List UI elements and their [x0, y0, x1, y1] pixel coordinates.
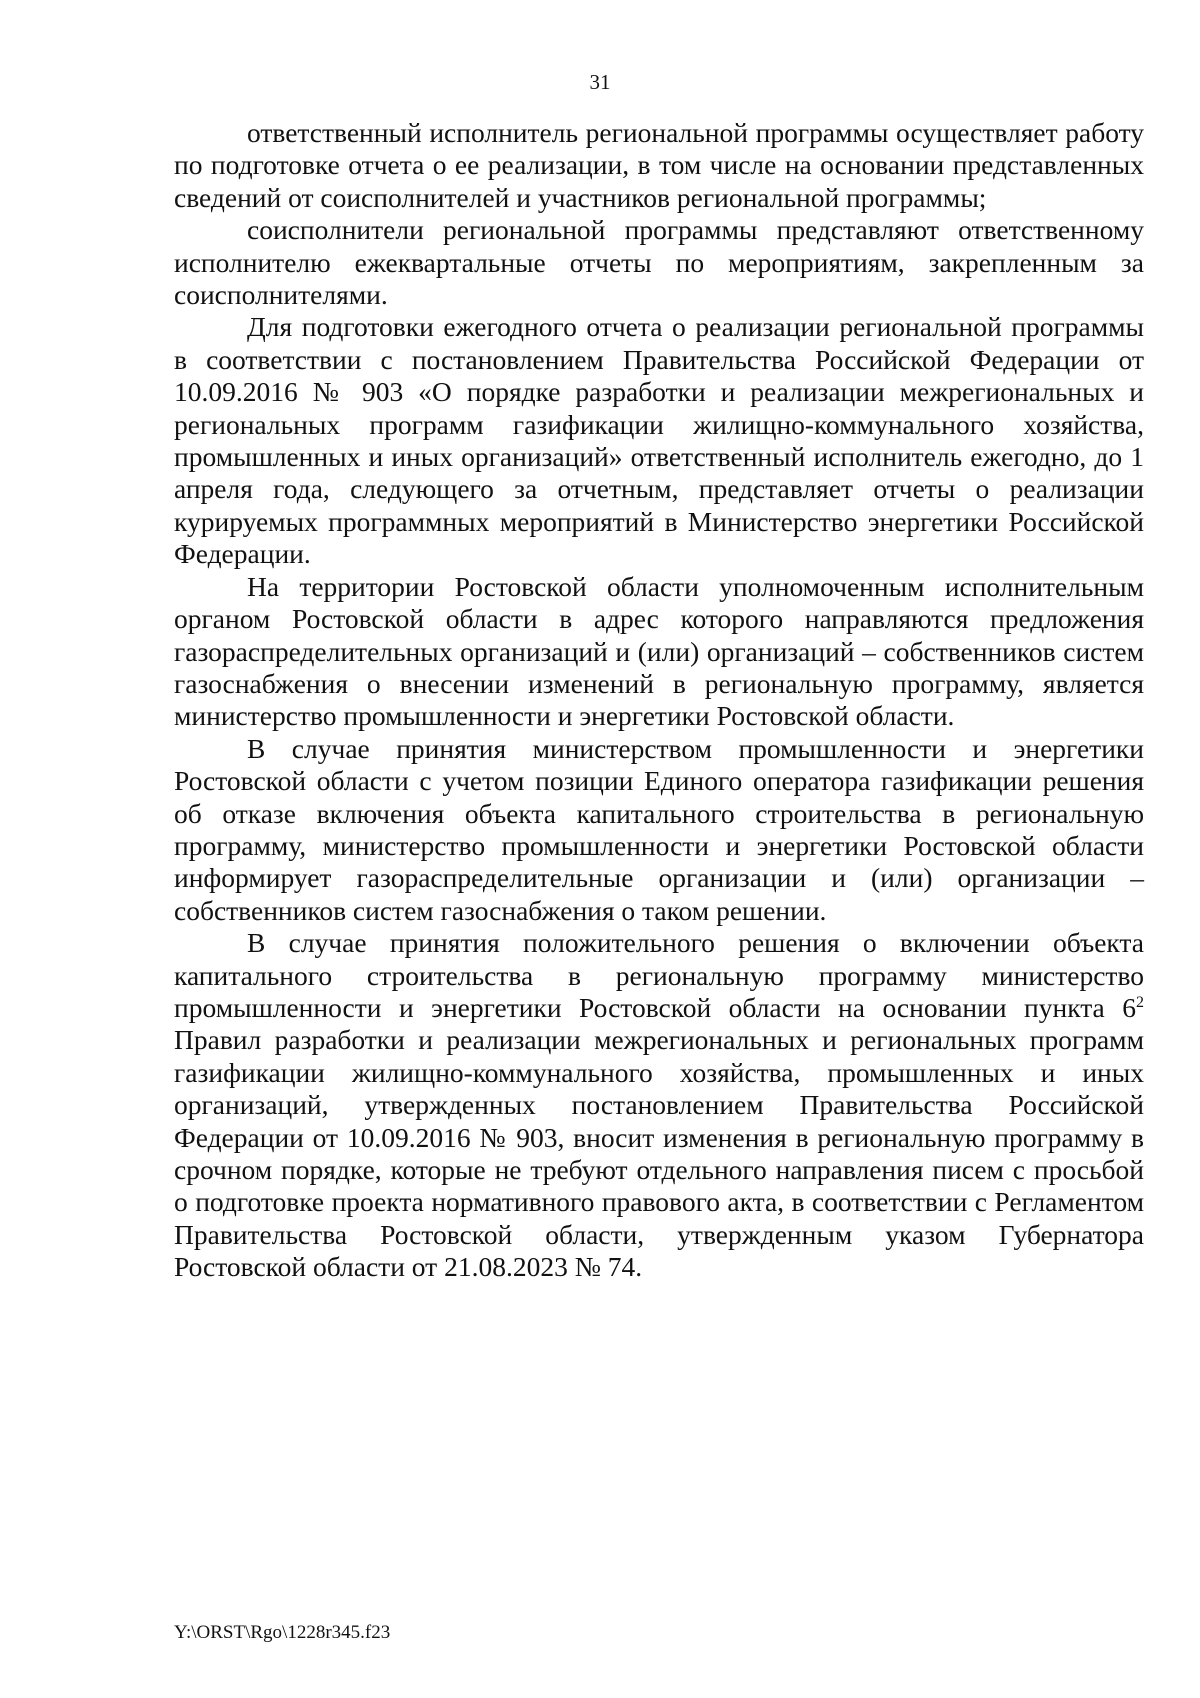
paragraph-annual-report: Для подготовки ежегодного отчета о реализации региональной программы в соответствии с постановлением Правительства Российской Федерации от 10.09.2016 № 903 «О порядке разработки и реализации межрегиональных и региональных программ газификации жилищно-коммунального хозяйства, промышленных и иных организаций» ответственный исполнитель ежегодно, до 1 апреля года, следующего за отчетным, представляет отчеты о реализации курируемых программных мероприятий в Министерство энергетики Российской Федерации. — [174, 311, 1144, 570]
paragraph-positive-decision-text-start: В случае принятия положительного решения о включении объекта капитального строительства в региональную программу министерство промышленности и энергетики Ростовской области на основании пункта 6 — [174, 927, 1144, 1023]
superscript-mark: 2 — [1136, 993, 1144, 1011]
page-number: 31 — [589, 70, 611, 94]
paragraph-responsible-executor: ответственный исполнитель региональной программы осуществляет работу по подготовке отчета о ее реализации, в том числе на основании представленных сведений от соисполнителей и участников региональной программы; — [174, 117, 1144, 213]
paragraph-co-executors: соисполнители региональной программы представляют ответственному исполнителю ежеквартальные отчеты по мероприятиям, закрепленным за соисполнителями. — [174, 214, 1144, 311]
paragraph-positive-decision — [174, 927, 1144, 1283]
paragraph-refusal-decision: В случае принятия министерством промышленности и энергетики Ростовской области с учетом позиции Единого оператора газификации решения об отказе включения объекта капитального строительства в региональную программу, министерство промышленности и энергетики Ростовской области информирует газораспределительные организации и (или) организации – собственников систем газоснабжения о таком решении. — [174, 732, 1144, 926]
paragraph-positive-decision-text-end: Правил разработки и реализации межрегиональных и региональных программ газификации жилищно-коммунального хозяйства, промышленных и иных организаций, утвержденных постановлением Правительства Российской Федерации от 10.09.2016 № 903, вносит изменения в региональную программу в срочном порядке, которые не требуют отдельного направления писем с просьбой о подготовке проекта нормативного правового акта, в соответствии с Регламентом Правительства Ростовской области, утвержденным указом Губернатора Ростовской области от 21.08.2023 № 74. — [174, 1024, 1144, 1283]
file-path-footer: Y:\ORST\Rgo\1228r345.f23 — [174, 1622, 391, 1643]
paragraph-authorized-body: На территории Ростовской области уполномоченным исполнительным органом Ростовской области в адрес которого направляются предложения газораспределительных организаций и (или) организаций – собственников систем газоснабжения о внесении изменений в региональную программу, является министерство промышленности и энергетики Ростовской области. — [174, 570, 1144, 732]
document-body — [174, 117, 1144, 1284]
